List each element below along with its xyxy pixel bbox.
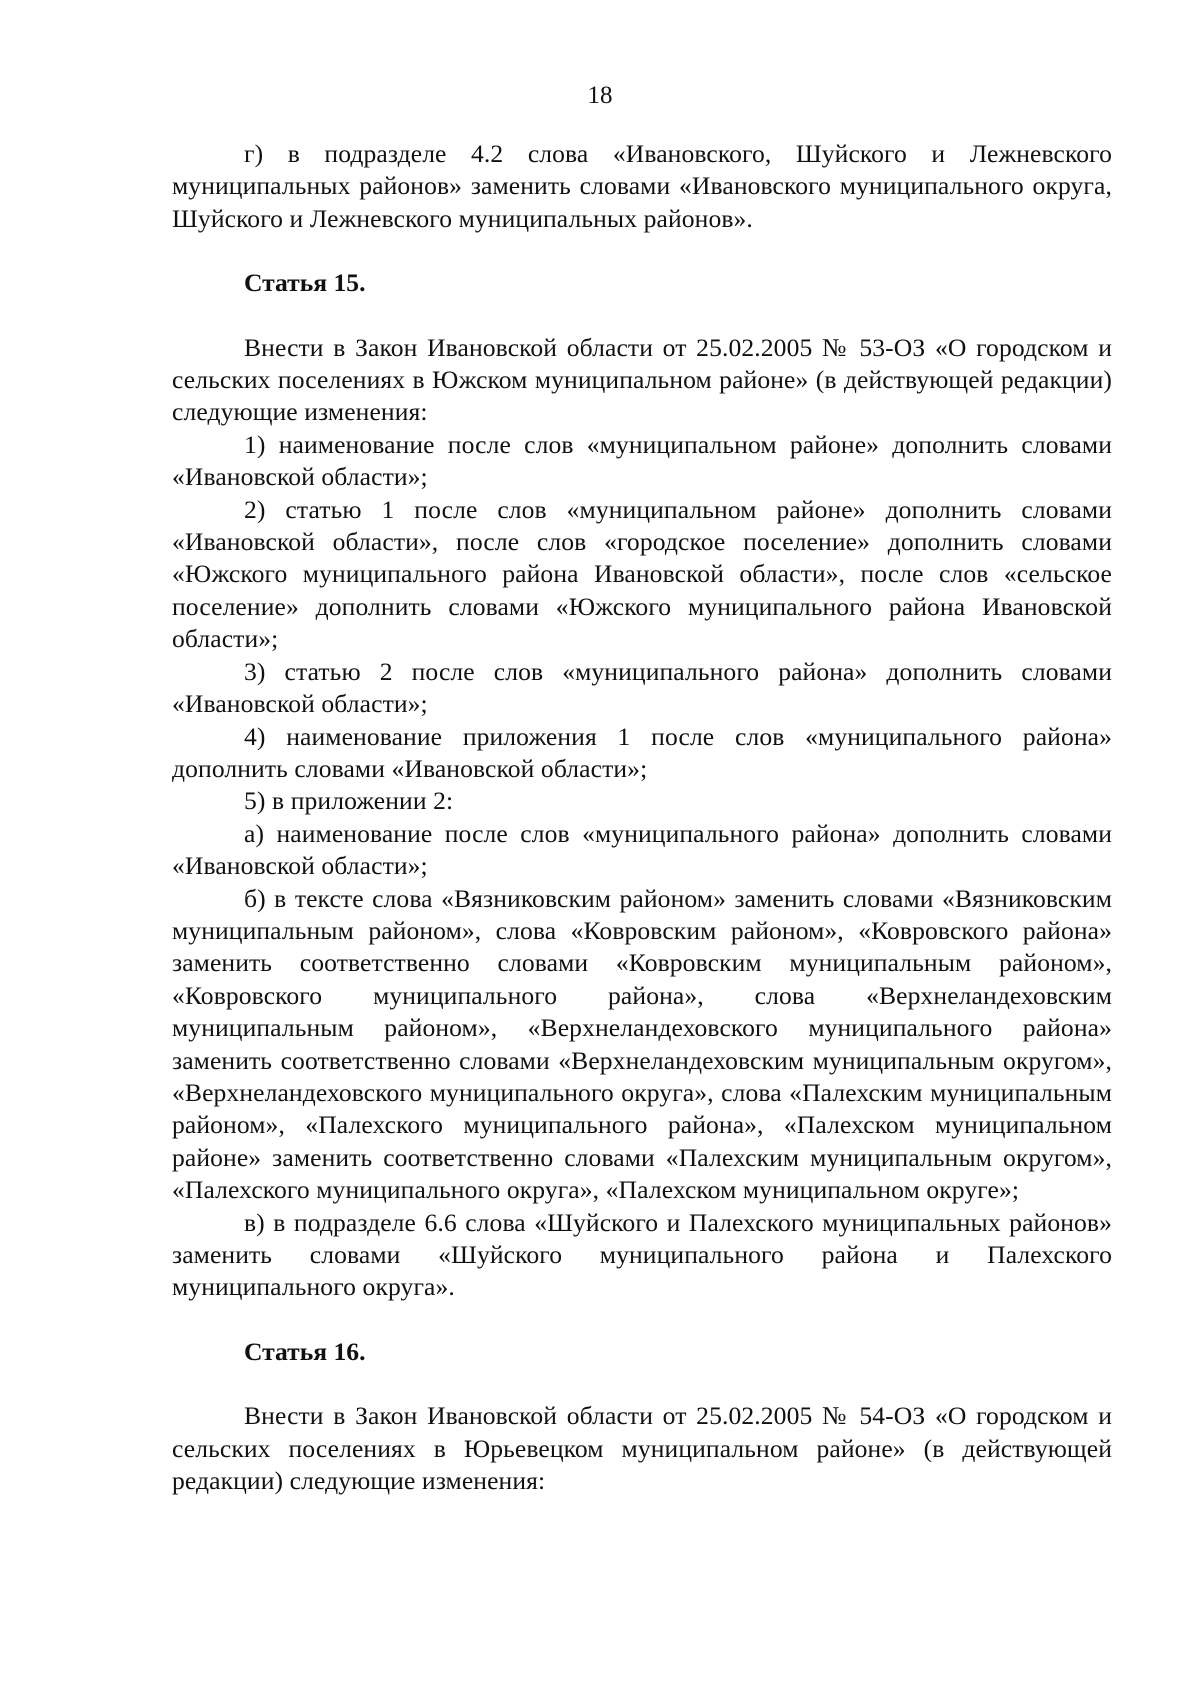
paragraph-item-3: 3) статью 2 после слов «муниципального района» дополнить словами «Ивановской области»; <box>172 656 1112 719</box>
paragraph-item-5b: б) в тексте слова «Вязниковским районом» заменить словами «Вязниковским муниципальным районом», слова «Ковровским районом», «Ковровского района» заменить соответственно словами «Ковровским муниципальным районом», «Ковровского муниципального района», слова «Верхнеландеховским муниципальным районом», «Верхнеландеховского муниципального района» заменить соответственно словами «Верхнеландеховским муниципальным округом», «Верхнеландеховского муниципального округа», слова «Палехским муниципальным районом», «Палехского муниципального района», «Палехском муниципальном районе» заменить соответственно словами «Палехским муниципальным округом», «Палехского муниципального округа», «Палехском муниципальном округе»; <box>172 883 1112 1205</box>
paragraph-item-5: 5) в приложении 2: <box>244 786 454 816</box>
article-16-heading: Статья 16. <box>244 1336 366 1366</box>
paragraph-item-2: 2) статью 1 после слов «муниципальном районе» дополнить словами «Ивановской области», после слов «городское поселение» дополнить словами «Южского муниципального района Ивановской области», после слов «сельское поселение» дополнить словами «Южского муниципального района Ивановской области»; <box>172 494 1112 654</box>
paragraph-item-5v: в) в подразделе 6.6 слова «Шуйского и Палехского муниципальных районов» заменить словами «Шуйского муниципального района и Палехского муниципального округа». <box>172 1207 1112 1302</box>
paragraph-item-4: 4) наименование приложения 1 после слов «муниципального района» дополнить словами «Ивановской области»; <box>172 721 1112 783</box>
paragraph-item-1: 1) наименование после слов «муниципальном районе» дополнить словами «Ивановской области»; <box>172 429 1112 492</box>
page-number: 18 <box>587 82 613 109</box>
paragraph-subsection-g: г) в подразделе 4.2 слова «Ивановского, Шуйского и Лежневского муниципальных районов» заменить словами «Ивановского муниципального округа, Шуйского и Лежневского муниципальных районов». <box>172 139 1112 233</box>
paragraph-article-16-intro: Внести в Закон Ивановской области от 25.02.2005 № 54-ОЗ «О городском и сельских поселениях в Юрьевецком муниципальном районе» (в действующей редакции) следующие изменения: <box>172 1401 1112 1496</box>
document-body <box>172 138 1112 1497</box>
paragraph-article-15-intro: Внести в Закон Ивановской области от 25.02.2005 № 53-ОЗ «О городском и сельских поселениях в Южском муниципальном районе» (в действующей редакции) следующие изменения: <box>172 332 1112 427</box>
article-15-heading: Статья 15. <box>244 268 366 298</box>
paragraph-item-5a: а) наименование после слов «муниципального района» дополнить словами «Ивановской области»; <box>172 818 1112 881</box>
